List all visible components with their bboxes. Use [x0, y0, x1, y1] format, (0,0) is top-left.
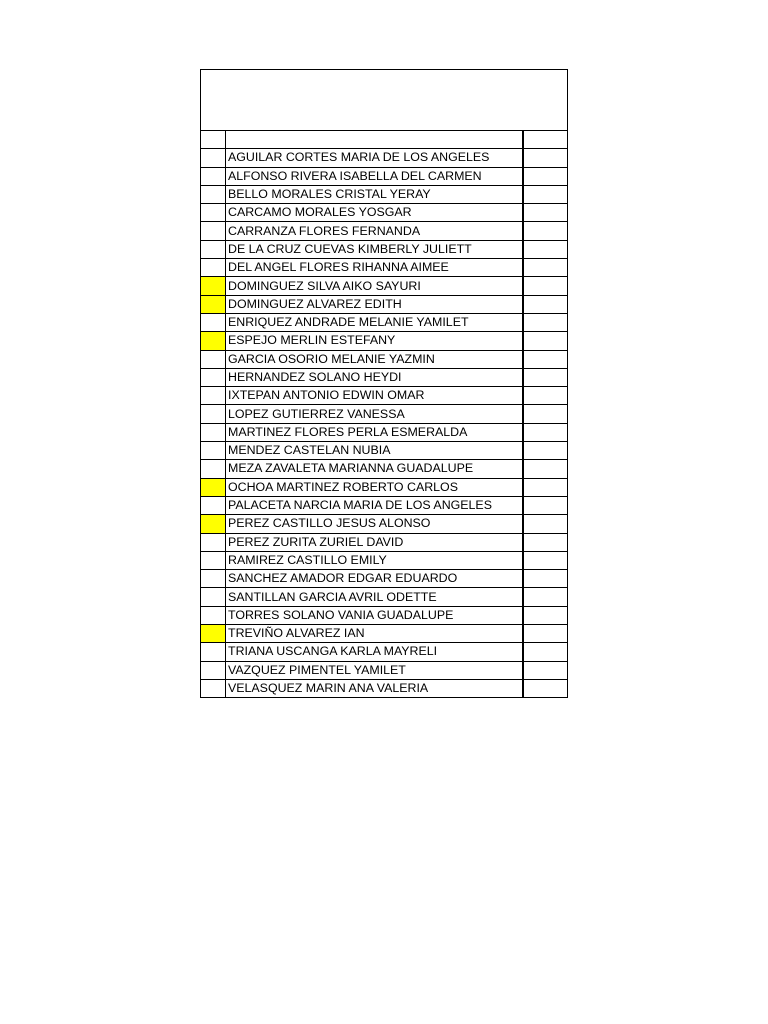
student-name-cell[interactable]: TORRES SOLANO VANIA GUADALUPE [226, 606, 523, 624]
highlighted-mark-cell[interactable] [201, 478, 226, 496]
highlighted-mark-cell[interactable] [201, 625, 226, 643]
value-cell[interactable] [523, 387, 568, 405]
table-row [201, 295, 568, 313]
student-name-cell[interactable]: TREVIÑO ALVAREZ IAN [226, 625, 523, 643]
table-row [201, 643, 568, 661]
mark-cell[interactable] [201, 606, 226, 624]
student-name-cell[interactable]: HERNANDEZ SOLANO HEYDI [226, 368, 523, 386]
student-name-cell[interactable]: VELASQUEZ MARIN ANA VALERIA [226, 679, 523, 697]
header-value-cell[interactable] [523, 131, 568, 149]
student-name-cell[interactable]: OCHOA MARTINEZ ROBERTO CARLOS [226, 478, 523, 496]
value-cell[interactable] [523, 515, 568, 533]
mark-cell[interactable] [201, 533, 226, 551]
mark-cell[interactable] [201, 570, 226, 588]
value-cell[interactable] [523, 460, 568, 478]
mark-cell[interactable] [201, 204, 226, 222]
mark-cell[interactable] [201, 259, 226, 277]
title-cell[interactable] [201, 70, 568, 131]
value-cell[interactable] [523, 368, 568, 386]
table-row [201, 332, 568, 350]
student-name-cell[interactable]: ESPEJO MERLIN ESTEFANY [226, 332, 523, 350]
table-row [201, 661, 568, 679]
student-name-cell[interactable]: DE LA CRUZ CUEVAS KIMBERLY JULIETT [226, 240, 523, 258]
student-name-cell[interactable]: DOMINGUEZ ALVAREZ EDITH [226, 295, 523, 313]
table-row [201, 204, 568, 222]
student-name-cell[interactable]: ENRIQUEZ ANDRADE MELANIE YAMILET [226, 313, 523, 331]
student-name-cell[interactable]: AGUILAR CORTES MARIA DE LOS ANGELES [226, 149, 523, 167]
value-cell[interactable] [523, 423, 568, 441]
value-cell[interactable] [523, 313, 568, 331]
table-row [201, 588, 568, 606]
value-cell[interactable] [523, 570, 568, 588]
mark-cell[interactable] [201, 460, 226, 478]
student-name-cell[interactable]: CARCAMO MORALES YOSGAR [226, 204, 523, 222]
value-cell[interactable] [523, 478, 568, 496]
student-name-cell[interactable]: TRIANA USCANGA KARLA MAYRELI [226, 643, 523, 661]
student-name-cell[interactable]: LOPEZ GUTIERREZ VANESSA [226, 405, 523, 423]
value-cell[interactable] [523, 643, 568, 661]
value-cell[interactable] [523, 295, 568, 313]
table-row [201, 515, 568, 533]
table-row [201, 350, 568, 368]
student-name-cell[interactable]: PALACETA NARCIA MARIA DE LOS ANGELES [226, 496, 523, 514]
student-name-cell[interactable]: PEREZ CASTILLO JESUS ALONSO [226, 515, 523, 533]
value-cell[interactable] [523, 405, 568, 423]
table-row [201, 368, 568, 386]
table-row [201, 625, 568, 643]
value-cell[interactable] [523, 551, 568, 569]
student-name-cell[interactable]: IXTEPAN ANTONIO EDWIN OMAR [226, 387, 523, 405]
header-row [201, 131, 568, 149]
table-row [201, 478, 568, 496]
highlighted-mark-cell[interactable] [201, 515, 226, 533]
table-body [201, 70, 568, 698]
value-cell[interactable] [523, 259, 568, 277]
value-cell[interactable] [523, 277, 568, 295]
value-cell[interactable] [523, 606, 568, 624]
value-cell[interactable] [523, 661, 568, 679]
mark-cell[interactable] [201, 350, 226, 368]
student-name-cell[interactable]: PEREZ ZURITA ZURIEL DAVID [226, 533, 523, 551]
header-name-cell[interactable] [226, 131, 523, 149]
mark-cell[interactable] [201, 442, 226, 460]
value-cell[interactable] [523, 222, 568, 240]
mark-cell[interactable] [201, 167, 226, 185]
value-cell[interactable] [523, 350, 568, 368]
value-cell[interactable] [523, 240, 568, 258]
mark-cell[interactable] [201, 387, 226, 405]
value-cell[interactable] [523, 332, 568, 350]
student-name-cell[interactable]: BELLO MORALES CRISTAL YERAY [226, 185, 523, 203]
table-row [201, 259, 568, 277]
student-name-cell[interactable]: SANTILLAN GARCIA AVRIL ODETTE [226, 588, 523, 606]
value-cell[interactable] [523, 185, 568, 203]
student-name-cell[interactable]: GARCIA OSORIO MELANIE YAZMIN [226, 350, 523, 368]
student-list-table [200, 69, 568, 698]
mark-cell[interactable] [201, 643, 226, 661]
value-cell[interactable] [523, 679, 568, 697]
student-name-cell[interactable]: SANCHEZ AMADOR EDGAR EDUARDO [226, 570, 523, 588]
student-name-cell[interactable]: DEL ANGEL FLORES RIHANNA AIMEE [226, 259, 523, 277]
table-row [201, 679, 568, 697]
value-cell[interactable] [523, 442, 568, 460]
table-row [201, 277, 568, 295]
table-row [201, 570, 568, 588]
mark-cell[interactable] [201, 313, 226, 331]
table-row [201, 405, 568, 423]
title-row [201, 70, 568, 131]
mark-cell[interactable] [201, 423, 226, 441]
table-row [201, 240, 568, 258]
mark-cell[interactable] [201, 240, 226, 258]
student-name-cell[interactable]: RAMIREZ CASTILLO EMILY [226, 551, 523, 569]
student-name-cell[interactable]: MEZA ZAVALETA MARIANNA GUADALUPE [226, 460, 523, 478]
mark-cell[interactable] [201, 679, 226, 697]
mark-cell[interactable] [201, 661, 226, 679]
student-name-cell[interactable]: CARRANZA FLORES FERNANDA [226, 222, 523, 240]
header-mark-cell[interactable] [201, 131, 226, 149]
table-row [201, 313, 568, 331]
highlighted-mark-cell[interactable] [201, 295, 226, 313]
mark-cell[interactable] [201, 368, 226, 386]
highlighted-mark-cell[interactable] [201, 332, 226, 350]
mark-cell[interactable] [201, 405, 226, 423]
value-cell[interactable] [523, 625, 568, 643]
table-row [201, 496, 568, 514]
student-name-cell[interactable]: DOMINGUEZ SILVA AIKO SAYURI [226, 277, 523, 295]
table-row [201, 185, 568, 203]
table-row [201, 149, 568, 167]
mark-cell[interactable] [201, 551, 226, 569]
table-row [201, 551, 568, 569]
highlighted-mark-cell[interactable] [201, 277, 226, 295]
mark-cell[interactable] [201, 185, 226, 203]
table-row [201, 442, 568, 460]
table-row [201, 606, 568, 624]
student-name-cell[interactable]: MENDEZ CASTELAN NUBIA [226, 442, 523, 460]
table-row [201, 423, 568, 441]
value-cell[interactable] [523, 496, 568, 514]
table-row [201, 533, 568, 551]
student-name-cell[interactable]: VAZQUEZ PIMENTEL YAMILET [226, 661, 523, 679]
mark-cell[interactable] [201, 222, 226, 240]
table-row [201, 460, 568, 478]
value-cell[interactable] [523, 149, 568, 167]
table-row [201, 387, 568, 405]
value-cell[interactable] [523, 588, 568, 606]
mark-cell[interactable] [201, 588, 226, 606]
value-cell[interactable] [523, 533, 568, 551]
table-row [201, 222, 568, 240]
value-cell[interactable] [523, 204, 568, 222]
student-name-cell[interactable]: MARTINEZ FLORES PERLA ESMERALDA [226, 423, 523, 441]
student-name-cell[interactable]: ALFONSO RIVERA ISABELLA DEL CARMEN [226, 167, 523, 185]
mark-cell[interactable] [201, 149, 226, 167]
table-row [201, 167, 568, 185]
value-cell[interactable] [523, 167, 568, 185]
mark-cell[interactable] [201, 496, 226, 514]
